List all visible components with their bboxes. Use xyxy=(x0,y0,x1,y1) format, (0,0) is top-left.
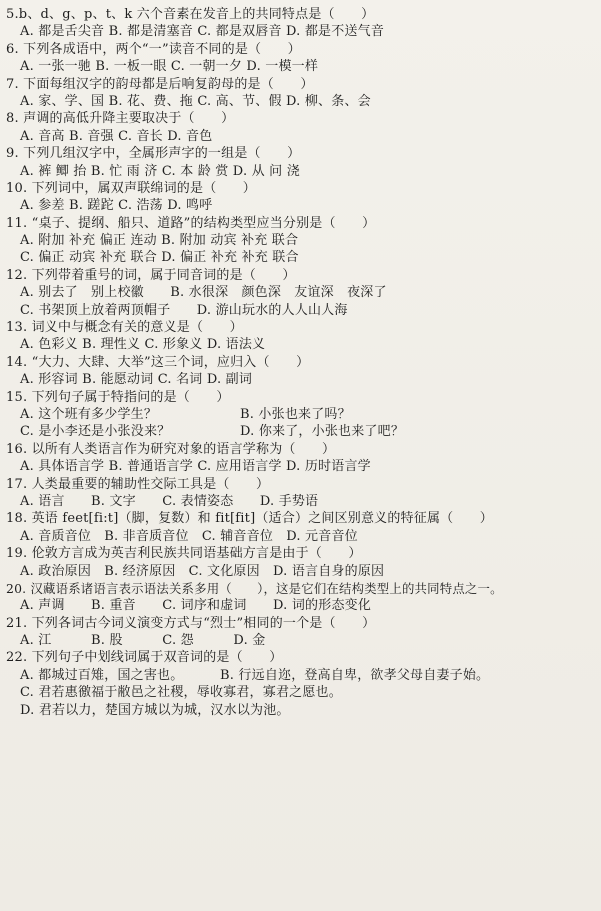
question-stem: 14. “大力、大肆、大举”这三个词，应归入（ ） xyxy=(6,354,310,370)
question-stem: 19. 伦敦方言成为英吉利民族共同语基础方言是由于（ ） xyxy=(6,546,362,562)
option-b: B. 小张也来了吗？ xyxy=(240,406,351,422)
question-stem: 18. 英语 feet[fi:t]（脚，复数）和 fit[fit]（适合）之间区别意义的特征属（ ） xyxy=(6,511,493,527)
question-stem: 9. 下列几组汉字中，全属形声字的一组是（ ） xyxy=(6,146,301,162)
option-a: A. 这个班有多少学生？ xyxy=(20,406,158,422)
question-16 xyxy=(6,441,593,476)
question-options: A. 具体语言学 B. 普通语言学 C. 应用语言学 D. 历时语言学 xyxy=(20,459,371,475)
option-c: C. 是小李还是小张没来？ xyxy=(20,424,171,440)
question-options-row xyxy=(6,667,593,684)
question-stem: 11. “桌子、提纲、船只、道路”的结构类型应当分别是（ ） xyxy=(6,215,376,231)
question-options: A. 都是舌尖音 B. 都是清塞音 C. 都是双唇音 D. 都是不送气音 xyxy=(20,24,385,40)
question-options: A. 音高 B. 音强 C. 音长 D. 音色 xyxy=(20,128,213,144)
question-options-row xyxy=(6,423,593,440)
question-20 xyxy=(6,580,593,615)
question-options: A. 别去了 别上校徽 B. 水很深 颜色深 友谊深 夜深了 xyxy=(20,285,387,301)
question-options: A. 色彩义 B. 理性义 C. 形象义 D. 语法义 xyxy=(20,337,266,353)
question-stem: 8. 声调的高低升降主要取决于（ ） xyxy=(6,111,235,127)
question-5 xyxy=(6,6,593,41)
question-18 xyxy=(6,510,593,545)
question-19 xyxy=(6,545,593,580)
question-11 xyxy=(6,215,593,267)
question-stem: 17. 人类最重要的辅助性交际工具是（ ） xyxy=(6,476,270,492)
question-7 xyxy=(6,76,593,111)
question-options: A. 政治原因 B. 经济原因 C. 文化原因 D. 语言自身的原因 xyxy=(20,563,385,579)
option-a: A. 都城过百雉，国之害也。 xyxy=(20,667,184,683)
question-options-row xyxy=(6,406,593,423)
question-options: C. 偏正 动宾 补充 联合 D. 偏正 补充 补充 联合 xyxy=(20,250,299,266)
question-22 xyxy=(6,649,593,719)
question-17 xyxy=(6,476,593,511)
question-options: A. 江 B. 股 C. 怨 D. 金 xyxy=(20,633,266,649)
question-options: A. 音质音位 B. 非音质音位 C. 辅音音位 D. 元音音位 xyxy=(20,528,358,544)
option-b: B. 行远自迩，登高自卑，欲孝父母自妻子始。 xyxy=(220,667,490,683)
question-options: C. 书架顶上放着两顶帽子 D. 游山玩水的人人山人海 xyxy=(20,302,348,318)
question-6 xyxy=(6,41,593,76)
question-options: A. 形容词 B. 能愿动词 C. 名词 D. 副词 xyxy=(20,372,253,388)
question-options: A. 语言 B. 文字 C. 表情姿态 D. 手势语 xyxy=(20,493,319,509)
question-15 xyxy=(6,389,593,441)
question-options: A. 家、学、国 B. 花、费、拖 C. 高、节、假 D. 柳、条、会 xyxy=(20,93,371,109)
option-c: C. 君若惠徼福于敝邑之社稷，辱收寡君，寡君之愿也。 xyxy=(20,685,342,701)
question-options: A. 一张一驰 B. 一板一眼 C. 一朝一夕 D. 一模一样 xyxy=(20,59,319,75)
question-stem: 6. 下列各成语中，两个“一”读音不同的是（ ） xyxy=(6,41,301,57)
question-stem: 7. 下面每组汉字的韵母都是后响复韵母的是（ ） xyxy=(6,76,314,92)
question-13 xyxy=(6,319,593,354)
question-21 xyxy=(6,615,593,650)
question-options: A. 参差 B. 蹉跎 C. 浩荡 D. 鸣呼 xyxy=(20,198,213,214)
question-options: A. 附加 补充 偏正 连动 B. 附加 动宾 补充 联合 xyxy=(20,233,299,249)
question-stem: 13. 词义中与概念有关的意义是（ ） xyxy=(6,320,243,336)
question-stem: 15. 下列句子属于特指问的是（ ） xyxy=(6,389,230,405)
question-stem: 16. 以所有人类语言作为研究对象的语言学称为（ ） xyxy=(6,441,336,457)
option-d: D. 君若以力，楚国方城以为城，汉水以为池。 xyxy=(20,702,290,718)
option-d: D. 你来了，小张也来了吧？ xyxy=(240,424,405,440)
question-stem: 21. 下列各词古今词义演变方式与“烈士”相同的一个是（ ） xyxy=(6,615,376,631)
question-stem: 12. 下列带着重号的词，属于同音词的是（ ） xyxy=(6,267,296,283)
question-14 xyxy=(6,354,593,389)
question-8 xyxy=(6,110,593,145)
question-options: A. 声调 B. 重音 C. 词序和虚词 D. 词的形态变化 xyxy=(20,598,372,614)
question-10 xyxy=(6,180,593,215)
question-9 xyxy=(6,145,593,180)
question-options: A. 裤 鲫 抬 B. 忙 雨 济 C. 本 龄 赏 D. 从 问 浇 xyxy=(20,163,300,179)
question-12 xyxy=(6,267,593,319)
question-stem: 5.b、d、g、p、t、k 六个音素在发音上的共同特点是（ ） xyxy=(6,7,375,22)
question-stem: 20. 汉藏语系诸语言表示语法关系多用（ ），这是它们在结构类型上的共同特点之一。 xyxy=(6,580,503,596)
question-stem: 10. 下列词中，属双声联绵词的是（ ） xyxy=(6,180,257,196)
question-stem: 22. 下列句子中划线词属于双音词的是（ ） xyxy=(6,650,283,666)
